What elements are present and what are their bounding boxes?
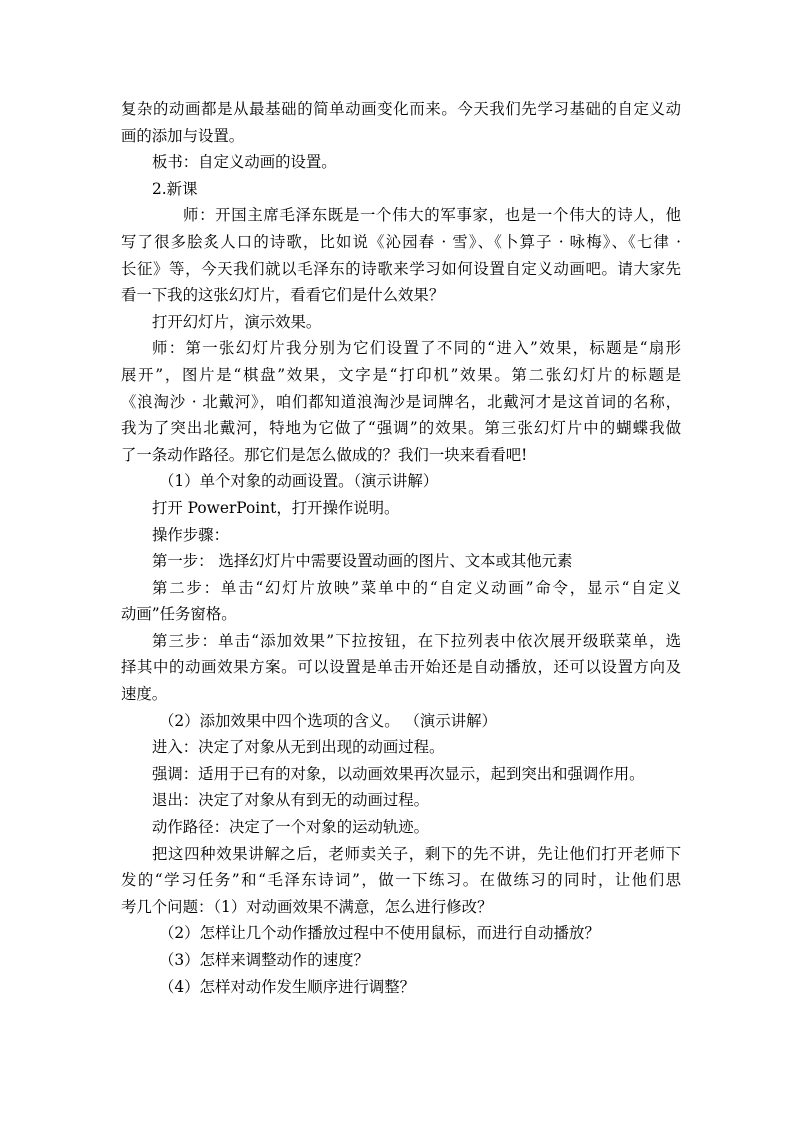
definition-line: 进入：决定了对象从无到出现的动画过程。	[152, 738, 445, 757]
step-line: 第二步：单击“幻灯片放映”菜单中的“自定义动画”命令，显示“自定义	[152, 578, 681, 597]
subsection-heading: （2）添加效果中四个选项的含义。 （演示讲解）	[159, 711, 497, 730]
step-line: 第三步：单击“添加效果”下拉按钮，在下拉列表中依次展开级联菜单，选	[152, 631, 681, 650]
paragraph-line: 师：开国主席毛泽东既是一个伟大的军事家，也是一个伟大的诗人，他	[183, 206, 681, 225]
definition-line: 退出：决定了对象从有到无的动画过程。	[152, 791, 430, 810]
paragraph-line: 展开”，图片是“棋盘”效果，文字是“打印机”效果。第二张幻灯片的标题是	[121, 365, 681, 384]
paragraph-line: 操作步骤：	[152, 525, 229, 544]
subsection-heading: （1）单个对象的动画设置。（演示讲解）	[159, 472, 439, 491]
paragraph-line: 师：第一张幻灯片我分别为它们设置了不同的“进入”效果，标题是“扇形	[152, 339, 681, 358]
paragraph-line: 了一条动作路径。那它们是怎么做成的？我们一块来看看吧!	[121, 445, 528, 464]
paragraph-line: 长征》等，今天我们就以毛泽东的诗歌来学习如何设置自定义动画吧。请大家先	[121, 259, 681, 278]
paragraph-line: 写了很多脍炙人口的诗歌，比如说《沁园春 · 雪》、《卜算子 · 咏梅》、《七律 ·	[121, 232, 681, 251]
paragraph-line: 发的“学习任务”和“毛泽东诗词”，做一下练习。在做练习的同时，让他们思	[121, 871, 681, 890]
step-line: 速度。	[121, 685, 168, 704]
paragraph-line: 打开 PowerPoint，打开操作说明。	[152, 498, 400, 517]
section-heading: 2.新课	[152, 179, 198, 198]
step-line: 第一步： 选择幻灯片中需要设置动画的图片、文本或其他元素	[152, 552, 573, 571]
paragraph-line: 我为了突出北戴河，特地为它做了“强调”的效果。第三张幻灯片中的蝴蝶我做	[121, 419, 681, 438]
question-line: （3）怎样来调整动作的速度？	[159, 951, 369, 969]
paragraph-line: 《浪淘沙 · 北戴河》，咱们都知道浪淘沙是词牌名，北戴河才是这首词的名称，	[121, 392, 681, 411]
question-line: （4）怎样对动作发生顺序进行调整？	[159, 977, 416, 996]
definition-line: 动作路径：决定了一个对象的运动轨迹。	[152, 818, 430, 837]
paragraph-line: 考几个问题：（1）对动画效果不满意，怎么进行修改？	[121, 897, 493, 916]
paragraph-line: 画的添加与设置。	[121, 126, 245, 145]
blackboard-note: 板书：自定义动画的设置。	[152, 153, 337, 172]
step-line: 动画”任务窗格。	[121, 605, 237, 624]
paragraph-line: 看一下我的这张幻灯片，看看它们是什么效果？	[121, 286, 445, 305]
definition-line: 强调：适用于已有的对象，以动画效果再次显示，起到突出和强调作用。	[152, 764, 645, 783]
paragraph-line: 把这四种效果讲解之后，老师卖关子，剩下的先不讲，先让他们打开老师下	[152, 844, 681, 863]
question-line: （2）怎样让几个动作播放过程中不使用鼠标，而进行自动播放？	[159, 924, 600, 943]
step-line: 择其中的动画效果方案。可以设置是单击开始还是自动播放，还可以设置方向及	[121, 658, 681, 677]
paragraph-line: 打开幻灯片，演示效果。	[152, 312, 322, 331]
document-body	[121, 96, 681, 1000]
paragraph-line: 复杂的动画都是从最基础的简单动画变化而来。今天我们先学习基础的自定义动	[121, 100, 681, 118]
